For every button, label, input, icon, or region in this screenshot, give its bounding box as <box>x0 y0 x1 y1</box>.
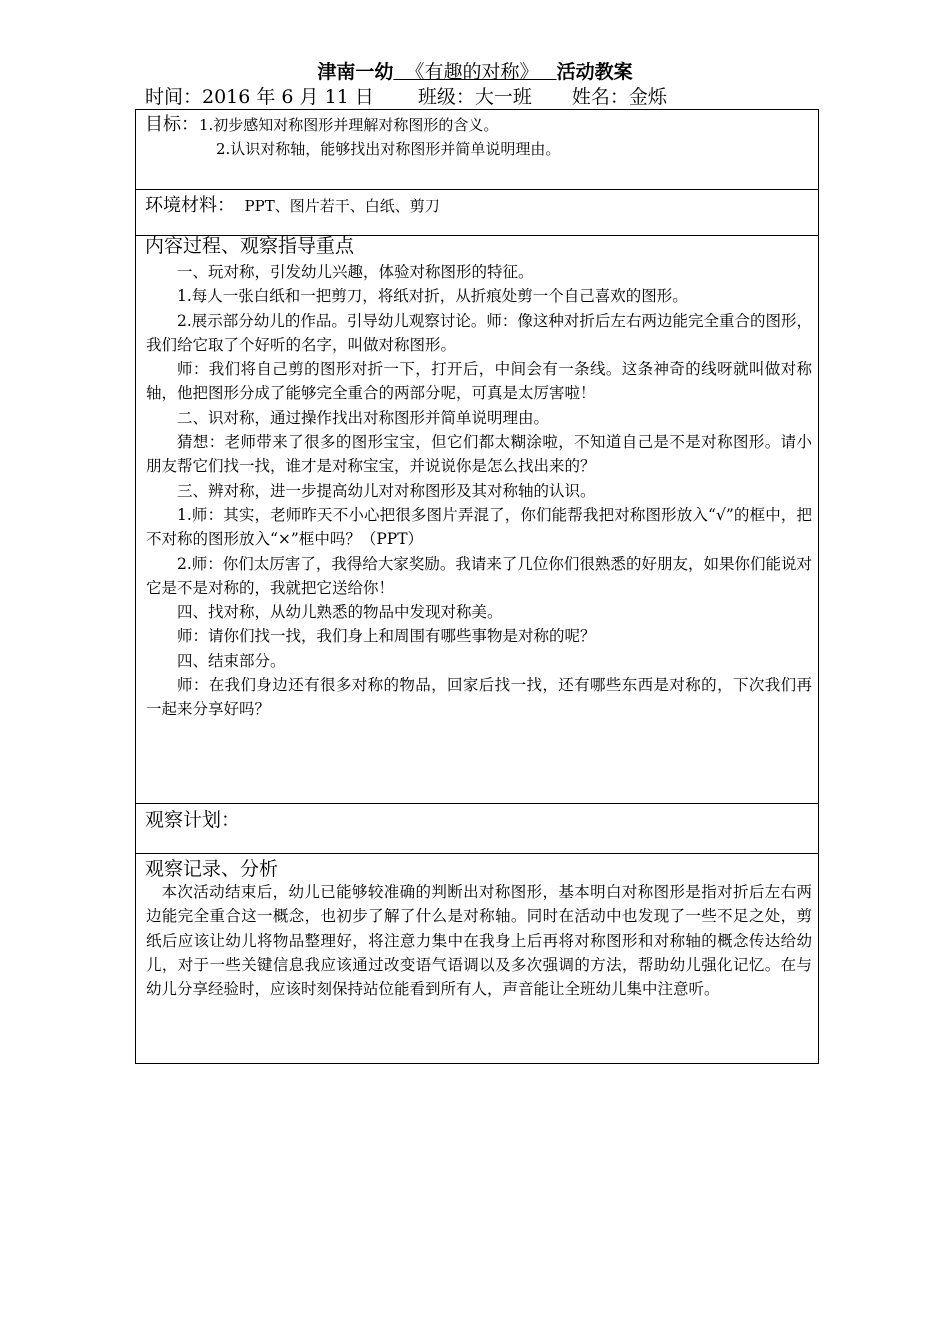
record-title: 观察记录、分析 <box>145 858 279 880</box>
process-title: 内容过程、观察指导重点 <box>145 235 355 257</box>
meta-class: 班级：大一班 <box>417 86 532 108</box>
title-course: 《有趣的对称》 <box>405 61 539 83</box>
materials-value: PPT、图片若干、白纸、剪刀 <box>244 197 440 215</box>
process-paragraph: 师：在我们身边还有很多对称的物品，回家后找一找，还有哪些东西是对称的，下次我们再一起来分享好吗？ <box>146 676 812 719</box>
goal-item-2: 2.认识对称轴，能够找出对称图形并简单说明理由。 <box>216 140 561 158</box>
meta-name: 姓名：金烁 <box>571 86 667 108</box>
goals-label: 目标： <box>145 114 199 135</box>
process-paragraph: 四、找对称，从幼儿熟悉的物品中发现对称美。 <box>177 603 503 622</box>
goal-item-1: 目标：1.初步感知对称图形并理解对称图形的含义。 <box>145 114 499 135</box>
meta-time: 时间：2016 年 6 月 11 日 <box>145 86 374 108</box>
process-paragraph: 2.展示部分幼儿的作品。引导幼儿观察讨论。师：像这种对折后左右两边能完全重合的图形，我们给它取了个好听的名字，叫做对称图形。 <box>146 311 812 354</box>
process-paragraph: 猜想：老师带来了很多的图形宝宝，但它们都太糊涂啦，不知道自己是不是对称图形。请小朋友帮它们找一找，谁才是对称宝宝，并说说你是怎么找出来的？ <box>146 433 812 476</box>
meta-line <box>145 84 667 110</box>
lesson-table <box>135 109 819 1064</box>
title-prefix: 津南一幼 <box>317 61 394 83</box>
process-paragraph: 师：我们将自己剪的图形对折一下，打开后，中间会有一条线。这条神奇的线呀就叫做对称轴，他把图形分成了能够完全重合的两部分呢，可真是太厉害啦！ <box>146 360 812 403</box>
document-title <box>0 58 950 86</box>
record-paragraph: 本次活动结束后，幼儿已能够较准确的判断出对称图形，基本明白对称图形是指对折后左右两边能完全重合这一概念，也初步了解了什么是对称轴。同时在活动中也发现了一些不足之处，剪纸后应该让幼儿将物品整理好，将注意力集中在我身上后再将对称图形和对称轴的概念传达给幼儿，对于一些关键信息我应该通过改变语气语调以及多次强调的方法，帮助幼儿强化记忆。在与幼儿分享经验时，应该时刻保持站位能看到所有人，声音能让全班幼儿集中注意听。 <box>146 883 812 999</box>
process-body <box>146 260 812 722</box>
process-paragraph: 四、结束部分。 <box>177 651 286 670</box>
materials-label: 环境材料： <box>145 195 235 216</box>
record-body <box>146 880 812 1001</box>
process-paragraph: 三、辨对称，进一步提高幼儿对对称图形及其对称轴的认识。 <box>177 481 596 500</box>
process-paragraph: 1.师：其实，老师昨天不小心把很多图片弄混了，你们能帮我把对称图形放入“√”的框中，把不对称的图形放入“×”框中吗？（PPT） <box>146 505 812 549</box>
materials-line <box>145 193 440 219</box>
process-paragraph: 1.每人一张白纸和一把剪刀，将纸对折，从折痕处剪一个自己喜欢的图形。 <box>177 287 688 306</box>
title-suffix: 活动教案 <box>556 61 633 83</box>
process-paragraph: 二、识对称，通过操作找出对称图形并简单说明理由。 <box>177 408 550 427</box>
process-paragraph: 2.师：你们太厉害了，我得给大家奖励。我请来了几位你们很熟悉的好朋友，如果你们能说对它是不是对称的，我就把它送给你！ <box>146 554 812 597</box>
process-paragraph: 一、玩对称，引发幼儿兴趣，体验对称图形的特征。 <box>177 263 534 281</box>
process-paragraph: 师：请你们找一找，我们身上和周围有哪些事物是对称的呢？ <box>177 627 596 646</box>
plan-label: 观察计划： <box>145 809 241 831</box>
